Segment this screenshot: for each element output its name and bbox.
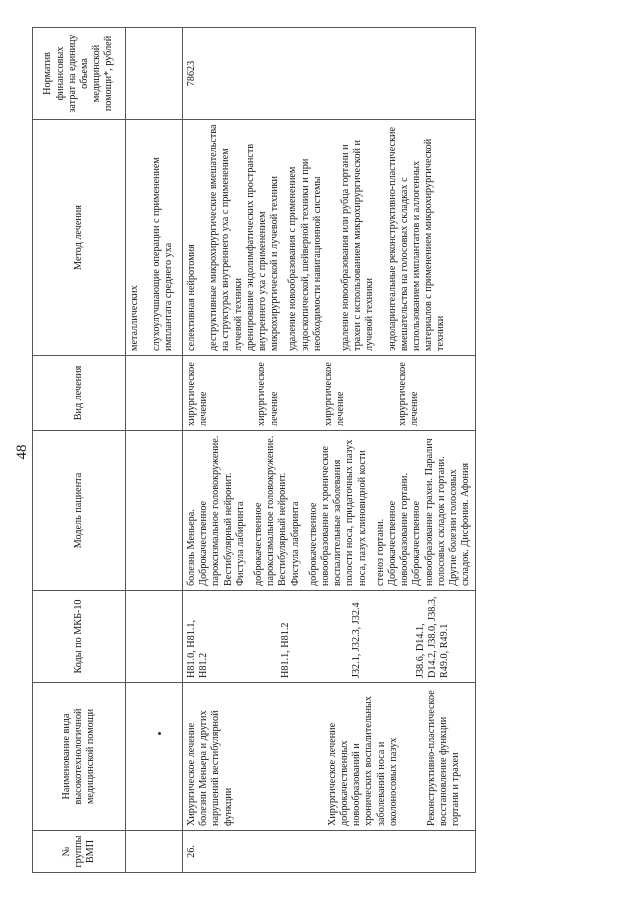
- continuation-row: [126, 28, 183, 873]
- icd-codes-2: H81.1, H81.2: [280, 622, 292, 678]
- table-header-row: [33, 28, 126, 873]
- vmp-name-1: Хирургическое лечение болезни Меньера и других нарушений вестибулярной функции: [186, 710, 234, 826]
- treatment-method-2: дренирование эндолимфатических пространств внутреннего уха с применением микрохирургической и лучевой техники: [244, 143, 281, 351]
- treatment-method-3: удаление новообразования с применением эндоскопической, шейверной техники и при необходимости навигационной системы: [287, 158, 323, 351]
- continuation-method-1: металлических: [129, 285, 140, 351]
- patient-model-2: доброкачественное пароксизмальное головокружение. Вестибулярный нейронит. Фистула лабиринта: [253, 435, 301, 586]
- treatment-method-4b: эндоларингеальные реконструктивно-пластические вмешательства на голосовых складках с использованием имплантатов и аллогенных материалов с применением микрохирургической техники: [386, 126, 447, 351]
- header-treatment-method: Метод лечения: [33, 120, 126, 356]
- patient-model-3: доброкачественное новообразование и хронические воспалительные заболевания полости носа, придаточных пазух носа, пазух клиновидной кости: [307, 439, 368, 586]
- treatment-kind-4: хирургическое лечение: [397, 362, 421, 426]
- treatment-method-1b: деструктивные микрохирургические вмешательства на структурах внутреннего уха с применением лучевой техники: [208, 124, 244, 351]
- header-icd-codes: Коды по МКБ-10: [33, 591, 126, 683]
- page-number: 48: [14, 444, 30, 460]
- header-cost-norm: Норматив финансовых затрат на единицу объема медицинской помощи*, рублей: [33, 28, 126, 120]
- treatment-kind-1: хирургическое лечение: [186, 362, 210, 426]
- table-row-group-26: [183, 28, 476, 873]
- header-group-number: № группы ВМП: [33, 831, 126, 873]
- continuation-method-2: слухоулучшающие операции с применением имплантата среднего уха: [151, 157, 175, 351]
- cost-norm-value: 78623: [183, 28, 476, 120]
- icd-codes-3: J32.1, J32.3, J32.4: [350, 602, 362, 678]
- patient-model-4: стеноз гортани. Доброкачественное новообразование гортани. Доброкачественное новообразование трахеи. Паралич голосовых складок и гортани. Другие болезни голосовых складок. Дисфония. Афония: [374, 438, 472, 586]
- vmp-name-4: Реконструктивно-пластическое восстановление функции гортани и трахеи: [426, 690, 462, 826]
- treatment-method-4a: удаление новообразования или рубца гортани и трахеи с использованием микрохирургической и лучевой техники: [340, 140, 376, 351]
- treatment-kind-3: хирургическое лечение: [322, 362, 347, 426]
- treatment-kind-2: хирургическое лечение: [256, 362, 280, 426]
- treatment-method-1a: селективная нейротомия: [186, 244, 197, 351]
- patient-model-1: болезнь Меньера. Доброкачественное пароксизмальное головокружение. Вестибулярный нейронит. Фистула лабиринта: [186, 435, 246, 586]
- icd-codes-4: J38.6, D14.1, D14.2, J38.0, J38.3, R49.0, R49.1: [414, 596, 451, 678]
- vmp-table: [32, 27, 476, 873]
- header-treatment-kind: Вид лечения: [33, 356, 126, 431]
- vmp-name-3: Хирургическое лечение доброкачественных новообразований и хронических воспалительных заболеваний носа и околоносовых пазух: [326, 696, 399, 826]
- header-vmp-name: Наименование вида высокотехнологичной медицинской помощи: [33, 683, 126, 831]
- icd-codes-1: H81.0, H81.1, H81.2: [186, 619, 210, 678]
- header-patient-model: Модель пациента: [33, 431, 126, 591]
- group-number: 26.: [183, 831, 476, 873]
